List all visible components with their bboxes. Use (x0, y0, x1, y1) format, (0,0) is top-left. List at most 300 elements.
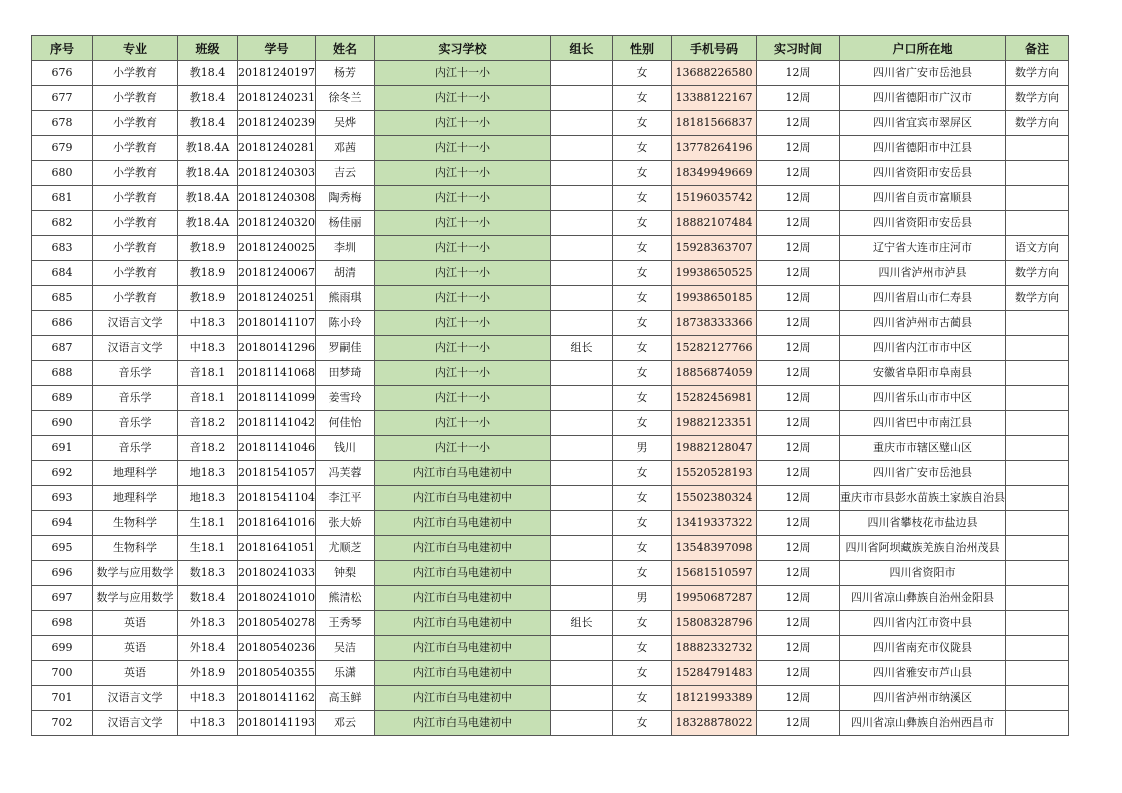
cell-duration: 12周 (756, 136, 839, 161)
cell-gender: 女 (612, 486, 671, 511)
cell-leader (550, 211, 612, 236)
cell-phone: 18882332732 (671, 636, 756, 661)
table-row (32, 486, 1069, 511)
cell-major: 英语 (93, 636, 178, 661)
cell-duration: 12周 (756, 261, 839, 286)
cell-school: 内江市白马电建初中 (374, 486, 550, 511)
cell-student-id: 20181541104 (238, 486, 316, 511)
cell-gender: 女 (612, 711, 671, 736)
cell-hukou: 重庆市市县彭水苗族土家族自治县 (839, 486, 1005, 511)
cell-class: 音18.1 (178, 386, 238, 411)
cell-phone: 15196035742 (671, 186, 756, 211)
table-body (32, 61, 1069, 736)
cell-major: 小学教育 (93, 261, 178, 286)
cell-phone: 13778264196 (671, 136, 756, 161)
cell-major: 音乐学 (93, 386, 178, 411)
cell-class: 生18.1 (178, 511, 238, 536)
cell-hukou: 四川省内江市市中区 (839, 336, 1005, 361)
cell-gender: 女 (612, 136, 671, 161)
table-row (32, 686, 1069, 711)
cell-leader (550, 111, 612, 136)
cell-class: 外18.4 (178, 636, 238, 661)
cell-name: 邓云 (315, 711, 374, 736)
cell-hukou: 重庆市市辖区璧山区 (839, 436, 1005, 461)
cell-class: 生18.1 (178, 536, 238, 561)
cell-phone: 19882128047 (671, 436, 756, 461)
cell-seq: 682 (32, 211, 93, 236)
cell-note (1005, 461, 1068, 486)
cell-class: 教18.4A (178, 186, 238, 211)
cell-student-id: 20181240231 (238, 86, 316, 111)
cell-class: 中18.3 (178, 711, 238, 736)
cell-student-id: 20180540355 (238, 661, 316, 686)
cell-phone: 19938650185 (671, 286, 756, 311)
table-row (32, 386, 1069, 411)
header-major: 专业 (93, 36, 178, 61)
header-row (32, 36, 1069, 61)
cell-class: 地18.3 (178, 461, 238, 486)
cell-major: 小学教育 (93, 161, 178, 186)
cell-duration: 12周 (756, 511, 839, 536)
table-row (32, 561, 1069, 586)
cell-major: 小学教育 (93, 236, 178, 261)
cell-gender: 男 (612, 586, 671, 611)
cell-phone: 18181566837 (671, 111, 756, 136)
cell-hukou: 四川省内江市资中县 (839, 611, 1005, 636)
cell-gender: 女 (612, 536, 671, 561)
cell-class: 教18.9 (178, 236, 238, 261)
cell-leader (550, 136, 612, 161)
cell-note (1005, 486, 1068, 511)
cell-name: 陈小玲 (315, 311, 374, 336)
cell-name: 杨芳 (315, 61, 374, 86)
cell-leader (550, 586, 612, 611)
cell-leader (550, 286, 612, 311)
cell-duration: 12周 (756, 436, 839, 461)
cell-seq: 685 (32, 286, 93, 311)
cell-phone: 15282127766 (671, 336, 756, 361)
cell-seq: 678 (32, 111, 93, 136)
cell-student-id: 20181141068 (238, 361, 316, 386)
cell-note: 数学方向 (1005, 286, 1068, 311)
cell-student-id: 20180540278 (238, 611, 316, 636)
cell-duration: 12周 (756, 586, 839, 611)
cell-leader (550, 161, 612, 186)
cell-duration: 12周 (756, 161, 839, 186)
cell-class: 教18.4 (178, 111, 238, 136)
cell-leader (550, 536, 612, 561)
cell-class: 数18.3 (178, 561, 238, 586)
cell-class: 地18.3 (178, 486, 238, 511)
table-row (32, 286, 1069, 311)
cell-school: 内江十一小 (374, 386, 550, 411)
cell-name: 熊清松 (315, 586, 374, 611)
table-row (32, 211, 1069, 236)
cell-hukou: 四川省泸州市纳溪区 (839, 686, 1005, 711)
cell-gender: 女 (612, 661, 671, 686)
cell-duration: 12周 (756, 86, 839, 111)
header-gender: 性别 (612, 36, 671, 61)
cell-leader (550, 186, 612, 211)
cell-phone: 19882123351 (671, 411, 756, 436)
cell-duration: 12周 (756, 561, 839, 586)
cell-note (1005, 361, 1068, 386)
cell-gender: 女 (612, 561, 671, 586)
cell-major: 小学教育 (93, 286, 178, 311)
cell-phone: 18328878022 (671, 711, 756, 736)
cell-note (1005, 611, 1068, 636)
cell-school: 内江十一小 (374, 161, 550, 186)
cell-major: 音乐学 (93, 411, 178, 436)
cell-gender: 女 (612, 336, 671, 361)
cell-gender: 女 (612, 611, 671, 636)
cell-class: 教18.4A (178, 211, 238, 236)
cell-school: 内江十一小 (374, 336, 550, 361)
cell-major: 汉语言文学 (93, 686, 178, 711)
cell-leader (550, 461, 612, 486)
cell-duration: 12周 (756, 661, 839, 686)
cell-major: 小学教育 (93, 186, 178, 211)
table-row (32, 86, 1069, 111)
cell-leader (550, 386, 612, 411)
cell-phone: 19938650525 (671, 261, 756, 286)
cell-hukou: 四川省资阳市安岳县 (839, 161, 1005, 186)
cell-note (1005, 536, 1068, 561)
cell-student-id: 20181141042 (238, 411, 316, 436)
table-row (32, 411, 1069, 436)
cell-class: 中18.3 (178, 336, 238, 361)
cell-phone: 15928363707 (671, 236, 756, 261)
cell-note (1005, 511, 1068, 536)
cell-gender: 女 (612, 361, 671, 386)
cell-phone: 13419337322 (671, 511, 756, 536)
cell-school: 内江市白马电建初中 (374, 536, 550, 561)
cell-duration: 12周 (756, 336, 839, 361)
cell-class: 音18.2 (178, 411, 238, 436)
cell-note (1005, 711, 1068, 736)
cell-note (1005, 311, 1068, 336)
cell-phone: 13548397098 (671, 536, 756, 561)
cell-leader (550, 686, 612, 711)
cell-seq: 683 (32, 236, 93, 261)
cell-student-id: 20181141099 (238, 386, 316, 411)
cell-seq: 684 (32, 261, 93, 286)
cell-class: 中18.3 (178, 311, 238, 336)
cell-phone: 13388122167 (671, 86, 756, 111)
cell-seq: 681 (32, 186, 93, 211)
cell-class: 教18.9 (178, 286, 238, 311)
table-row (32, 636, 1069, 661)
cell-school: 内江十一小 (374, 286, 550, 311)
cell-phone: 18882107484 (671, 211, 756, 236)
table-row (32, 511, 1069, 536)
cell-phone: 15808328796 (671, 611, 756, 636)
cell-leader (550, 86, 612, 111)
cell-gender: 男 (612, 436, 671, 461)
header-class: 班级 (178, 36, 238, 61)
cell-hukou: 四川省自贡市富顺县 (839, 186, 1005, 211)
table-row (32, 61, 1069, 86)
cell-school: 内江市白马电建初中 (374, 636, 550, 661)
cell-note (1005, 686, 1068, 711)
cell-leader (550, 61, 612, 86)
cell-hukou: 四川省宜宾市翠屏区 (839, 111, 1005, 136)
cell-duration: 12周 (756, 536, 839, 561)
cell-class: 音18.1 (178, 361, 238, 386)
cell-hukou: 四川省凉山彝族自治州西昌市 (839, 711, 1005, 736)
cell-class: 外18.9 (178, 661, 238, 686)
cell-gender: 女 (612, 186, 671, 211)
cell-hukou: 四川省雅安市芦山县 (839, 661, 1005, 686)
cell-note (1005, 336, 1068, 361)
cell-major: 小学教育 (93, 136, 178, 161)
cell-class: 中18.3 (178, 686, 238, 711)
cell-name: 姜雪玲 (315, 386, 374, 411)
cell-major: 生物科学 (93, 511, 178, 536)
table-row (32, 461, 1069, 486)
cell-leader (550, 511, 612, 536)
table-row (32, 111, 1069, 136)
cell-name: 何佳怡 (315, 411, 374, 436)
header-leader: 组长 (550, 36, 612, 61)
cell-student-id: 20180241033 (238, 561, 316, 586)
cell-major: 小学教育 (93, 61, 178, 86)
cell-name: 吉云 (315, 161, 374, 186)
cell-seq: 680 (32, 161, 93, 186)
cell-name: 邓茜 (315, 136, 374, 161)
cell-note: 数学方向 (1005, 86, 1068, 111)
cell-hukou: 四川省德阳市中江县 (839, 136, 1005, 161)
cell-duration: 12周 (756, 111, 839, 136)
table-row (32, 236, 1069, 261)
cell-class: 数18.4 (178, 586, 238, 611)
cell-student-id: 20180141296 (238, 336, 316, 361)
cell-leader: 组长 (550, 336, 612, 361)
cell-class: 教18.4A (178, 136, 238, 161)
cell-leader (550, 561, 612, 586)
cell-duration: 12周 (756, 411, 839, 436)
cell-major: 汉语言文学 (93, 711, 178, 736)
cell-duration: 12周 (756, 611, 839, 636)
cell-school: 内江十一小 (374, 411, 550, 436)
cell-leader (550, 311, 612, 336)
cell-school: 内江市白马电建初中 (374, 561, 550, 586)
cell-hukou: 四川省攀枝花市盐边县 (839, 511, 1005, 536)
cell-seq: 677 (32, 86, 93, 111)
cell-leader (550, 436, 612, 461)
cell-gender: 女 (612, 686, 671, 711)
cell-leader (550, 636, 612, 661)
cell-duration: 12周 (756, 461, 839, 486)
cell-hukou: 四川省南充市仪陇县 (839, 636, 1005, 661)
cell-class: 外18.3 (178, 611, 238, 636)
cell-school: 内江十一小 (374, 361, 550, 386)
cell-hukou: 四川省德阳市广汉市 (839, 86, 1005, 111)
cell-student-id: 20181141046 (238, 436, 316, 461)
cell-school: 内江十一小 (374, 236, 550, 261)
cell-gender: 女 (612, 511, 671, 536)
cell-note (1005, 186, 1068, 211)
cell-name: 钱川 (315, 436, 374, 461)
cell-gender: 女 (612, 236, 671, 261)
cell-name: 熊雨琪 (315, 286, 374, 311)
cell-duration: 12周 (756, 311, 839, 336)
cell-note: 语文方向 (1005, 236, 1068, 261)
cell-name: 胡清 (315, 261, 374, 286)
header-name: 姓名 (315, 36, 374, 61)
cell-name: 冯芙蓉 (315, 461, 374, 486)
header-hukou: 户口所在地 (839, 36, 1005, 61)
cell-gender: 女 (612, 386, 671, 411)
cell-note (1005, 561, 1068, 586)
cell-gender: 女 (612, 211, 671, 236)
cell-name: 李江平 (315, 486, 374, 511)
cell-student-id: 20180141162 (238, 686, 316, 711)
cell-phone: 15520528193 (671, 461, 756, 486)
cell-hukou: 四川省泸州市古蔺县 (839, 311, 1005, 336)
cell-phone: 18349949669 (671, 161, 756, 186)
cell-seq: 696 (32, 561, 93, 586)
cell-major: 数学与应用数学 (93, 561, 178, 586)
cell-school: 内江市白马电建初中 (374, 511, 550, 536)
cell-school: 内江十一小 (374, 211, 550, 236)
cell-school: 内江市白马电建初中 (374, 461, 550, 486)
cell-note (1005, 136, 1068, 161)
header-note: 备注 (1005, 36, 1068, 61)
cell-seq: 702 (32, 711, 93, 736)
cell-duration: 12周 (756, 211, 839, 236)
cell-gender: 女 (612, 311, 671, 336)
cell-student-id: 20181240239 (238, 111, 316, 136)
cell-major: 小学教育 (93, 211, 178, 236)
cell-duration: 12周 (756, 386, 839, 411)
header-seq: 序号 (32, 36, 93, 61)
cell-student-id: 20181240308 (238, 186, 316, 211)
table-row (32, 361, 1069, 386)
cell-name: 田梦琦 (315, 361, 374, 386)
cell-student-id: 20181240197 (238, 61, 316, 86)
cell-note (1005, 386, 1068, 411)
cell-seq: 690 (32, 411, 93, 436)
cell-name: 钟梨 (315, 561, 374, 586)
table-row (32, 136, 1069, 161)
cell-class: 教18.4A (178, 161, 238, 186)
cell-gender: 女 (612, 161, 671, 186)
cell-seq: 686 (32, 311, 93, 336)
cell-hukou: 四川省资阳市安岳县 (839, 211, 1005, 236)
cell-duration: 12周 (756, 236, 839, 261)
cell-phone: 18738333366 (671, 311, 756, 336)
cell-seq: 701 (32, 686, 93, 711)
cell-student-id: 20181641016 (238, 511, 316, 536)
cell-note (1005, 661, 1068, 686)
cell-gender: 女 (612, 61, 671, 86)
cell-seq: 687 (32, 336, 93, 361)
cell-student-id: 20180141107 (238, 311, 316, 336)
cell-note (1005, 586, 1068, 611)
cell-student-id: 20180241010 (238, 586, 316, 611)
cell-name: 吴烨 (315, 111, 374, 136)
cell-hukou: 四川省乐山市市中区 (839, 386, 1005, 411)
cell-seq: 688 (32, 361, 93, 386)
cell-note (1005, 436, 1068, 461)
cell-student-id: 20181240251 (238, 286, 316, 311)
student-internship-table (31, 35, 1069, 736)
cell-hukou: 四川省广安市岳池县 (839, 461, 1005, 486)
cell-phone: 15502380324 (671, 486, 756, 511)
cell-seq: 676 (32, 61, 93, 86)
cell-hukou: 四川省巴中市南江县 (839, 411, 1005, 436)
cell-seq: 694 (32, 511, 93, 536)
cell-leader: 组长 (550, 611, 612, 636)
table-row (32, 436, 1069, 461)
cell-gender: 女 (612, 636, 671, 661)
cell-school: 内江市白马电建初中 (374, 586, 550, 611)
cell-leader (550, 486, 612, 511)
cell-name: 乐潇 (315, 661, 374, 686)
cell-school: 内江十一小 (374, 311, 550, 336)
cell-leader (550, 361, 612, 386)
cell-school: 内江市白马电建初中 (374, 611, 550, 636)
header-phone: 手机号码 (671, 36, 756, 61)
cell-seq: 691 (32, 436, 93, 461)
table-row (32, 611, 1069, 636)
cell-major: 英语 (93, 611, 178, 636)
table-row (32, 311, 1069, 336)
cell-phone: 18121993389 (671, 686, 756, 711)
cell-hukou: 辽宁省大连市庄河市 (839, 236, 1005, 261)
cell-leader (550, 711, 612, 736)
cell-student-id: 20180141193 (238, 711, 316, 736)
cell-student-id: 20181240281 (238, 136, 316, 161)
cell-major: 数学与应用数学 (93, 586, 178, 611)
cell-note (1005, 411, 1068, 436)
cell-seq: 693 (32, 486, 93, 511)
cell-name: 李圳 (315, 236, 374, 261)
table-row (32, 261, 1069, 286)
cell-major: 汉语言文学 (93, 311, 178, 336)
cell-phone: 13688226580 (671, 61, 756, 86)
header-school: 实习学校 (374, 36, 550, 61)
cell-student-id: 20181541057 (238, 461, 316, 486)
cell-seq: 700 (32, 661, 93, 686)
cell-note: 数学方向 (1005, 111, 1068, 136)
cell-phone: 15284791483 (671, 661, 756, 686)
cell-phone: 15681510597 (671, 561, 756, 586)
cell-school: 内江十一小 (374, 86, 550, 111)
cell-school: 内江十一小 (374, 186, 550, 211)
cell-student-id: 20181240320 (238, 211, 316, 236)
cell-gender: 女 (612, 411, 671, 436)
cell-seq: 695 (32, 536, 93, 561)
table-row (32, 536, 1069, 561)
cell-seq: 698 (32, 611, 93, 636)
cell-hukou: 四川省资阳市 (839, 561, 1005, 586)
table-row (32, 186, 1069, 211)
cell-leader (550, 661, 612, 686)
cell-school: 内江市白马电建初中 (374, 686, 550, 711)
cell-name: 徐冬兰 (315, 86, 374, 111)
cell-school: 内江十一小 (374, 261, 550, 286)
cell-note: 数学方向 (1005, 261, 1068, 286)
cell-class: 教18.4 (178, 86, 238, 111)
table-row (32, 161, 1069, 186)
cell-hukou: 四川省凉山彝族自治州金阳县 (839, 586, 1005, 611)
cell-class: 教18.9 (178, 261, 238, 286)
cell-seq: 689 (32, 386, 93, 411)
cell-duration: 12周 (756, 186, 839, 211)
cell-seq: 697 (32, 586, 93, 611)
